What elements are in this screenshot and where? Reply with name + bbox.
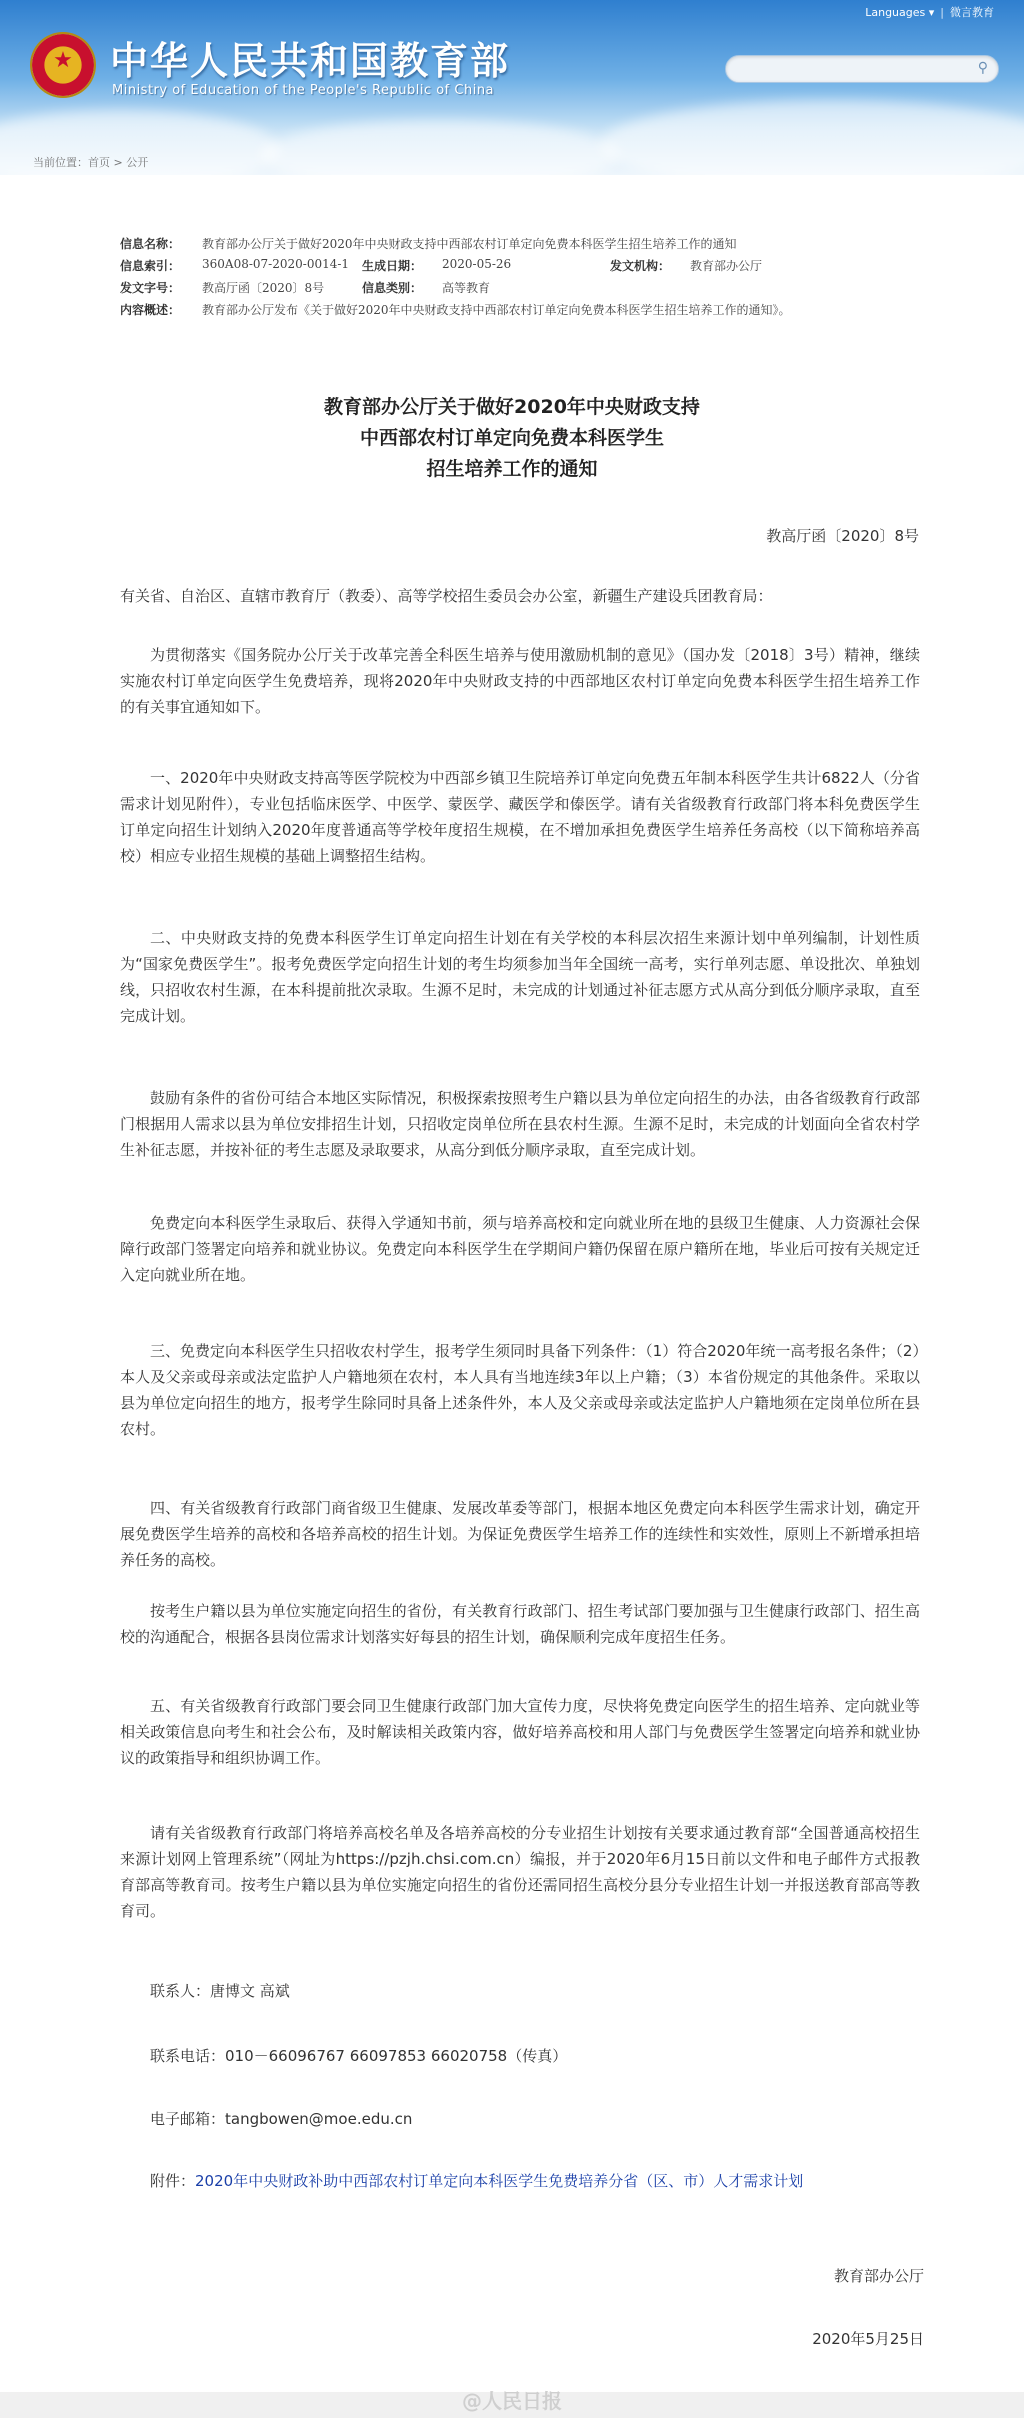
watermark: @人民日报 xyxy=(462,2389,562,2413)
site-header xyxy=(0,0,1024,175)
info-index-value: 360A08-07-2020-0014-1 xyxy=(202,257,350,271)
info-date-value: 2020-05-26 xyxy=(442,257,512,271)
body-paragraph: 四、有关省级教育行政部门商省级卫生健康、发展改革委等部门，根据本地区免费定向本科医学生需求计划，确定开展免费医学生培养的高校和各培养高校的招生计划。为保证免费医学生培养工作的连续性和实效性，原则上不新增承担培养任务的高校。 xyxy=(120,1499,920,1569)
info-agency-value: 教育部办公厅 xyxy=(690,259,763,273)
contact-email: 电子邮箱：tangbowen@moe.edu.cn xyxy=(150,2110,413,2128)
signer: 教育部办公厅 xyxy=(833,2267,924,2285)
body-paragraph: 免费定向本科医学生录取后、获得入学通知书前，须与培养高校和定向就业所在地的县级卫生健康、人力资源社会保障行政部门签署定向培养和就业协议。免费定向本科医学生在学期间户籍仍保留在原户籍所在地，毕业后可按有关规定迁入定向就业所在地。 xyxy=(120,1214,920,1284)
site-title-cn: 中华人民共和国教育部 xyxy=(110,38,511,83)
body-paragraph: 二、中央财政支持的免费本科医学生订单定向招生计划在有关学校的本科层次招生来源计划中单列编制，计划性质为“国家免费医学生”。报考免费医学定向招生计划的考生均须参加当年全国统一高考，实行单列志愿、单设批次、单独划线，只招收农村生源，在本科提前批次录取。生源不足时，未完成的计划通过补征志愿方式从高分到低分顺序录取，直至完成计划。 xyxy=(120,929,920,1025)
languages-link[interactable]: Languages ▾ xyxy=(865,6,935,19)
national-emblem-logo: ★ xyxy=(32,34,94,96)
info-row-index xyxy=(120,257,920,279)
cloud-decoration xyxy=(600,100,1024,175)
info-row-name xyxy=(120,235,920,257)
info-index-label: 信息索引： xyxy=(120,259,181,273)
attachment-label: 附件： xyxy=(150,2172,196,2190)
contact-phone: 联系电话：010－66096767 66097853 66020758（传真） xyxy=(150,2047,568,2065)
attachment-link[interactable]: 2020年中央财政补助中西部农村订单定向本科医学生免费培养分省（区、市）人才需求计划 xyxy=(195,2172,804,2190)
body-paragraph: 为贯彻落实《国务院办公厅关于改革完善全科医生培养与使用激励机制的意见》（国办发〔2018〕3号）精神，继续实施农村订单定向医学生免费培养，现将2020年中央财政支持的中西部地区农村订单定向免费本科医学生招生培养工作的有关事宜通知如下。 xyxy=(120,646,920,716)
breadcrumb-label: 当前位置： xyxy=(33,156,88,169)
search-input[interactable] xyxy=(738,56,972,82)
title-line: 教育部办公厅关于做好2020年中央财政支持 xyxy=(324,396,700,418)
breadcrumb-current[interactable]: 公开 xyxy=(126,156,149,169)
body-paragraph: 鼓励有条件的省份可结合本地区实际情况，积极探索按照考生户籍以县为单位定向招生的办法，由各省级教育行政部门根据用人需求以县为单位安排招生计划，只招收定岗单位所在县农村生源。生源不足时，未完成的计划面向全省农村学生补征志愿，并按补征的考生志愿及录取要求，从高分到低分顺序录取，直至完成计划。 xyxy=(120,1089,920,1159)
body-paragraph: 一、2020年中央财政支持高等医学院校为中西部乡镇卫生院培养订单定向免费五年制本科医学生共计6822人（分省需求计划见附件），专业包括临床医学、中医学、蒙医学、藏医学和傣医学。请有关省级教育行政部门将本科免费医学生订单定向招生计划纳入2020年度普通高等学校年度招生规模，在不增加承担免费医学生培养任务高校（以下简称培养高校）相应专业招生规模的基础上调整招生结构。 xyxy=(120,769,920,865)
document-greeting: 有关省、自治区、直辖市教育厅（教委）、高等学校招生委员会办公室，新疆生产建设兵团教育局： xyxy=(120,587,773,605)
body-paragraph: 按考生户籍以县为单位实施定向招生的省份，有关教育行政部门、招生考试部门要加强与卫生健康行政部门、招生高校的沟通配合，根据各县岗位需求计划落实好每县的招生计划，确保顺利完成年度招生任务。 xyxy=(120,1602,920,1646)
site-title-en: Ministry of Education of the People's Republic of China xyxy=(112,83,495,98)
attachment xyxy=(150,2170,803,2191)
info-row-docno xyxy=(120,279,920,301)
info-category-value: 高等教育 xyxy=(442,281,491,295)
breadcrumb-home[interactable]: 首页 xyxy=(88,156,110,169)
breadcrumb xyxy=(33,154,148,170)
info-summary-label: 内容概述： xyxy=(120,303,181,317)
info-row-summary xyxy=(120,301,920,323)
title-line: 中西部农村订单定向免费本科医学生 xyxy=(359,427,664,449)
document-title xyxy=(0,392,1024,485)
info-metadata xyxy=(120,235,920,323)
info-agency-label: 发文机构： xyxy=(610,259,671,273)
info-name-label: 信息名称： xyxy=(120,237,181,251)
title-line: 招生培养工作的通知 xyxy=(426,458,598,480)
body-paragraph: 五、有关省级教育行政部门要会同卫生健康行政部门加大宣传力度，尽快将免费定向医学生的招生培养、定向就业等相关政策信息向考生和社会公布，及时解读相关政策内容，做好培养高校和用人部门与免费医学生签署定向培养和就业协议的政策指导和组织协调工作。 xyxy=(120,1697,920,1767)
info-date-label: 生成日期： xyxy=(362,259,423,273)
document-number: 教高厅函〔2020〕8号 xyxy=(766,527,919,545)
body-paragraph: 请有关省级教育行政部门将培养高校名单及各培养高校的分专业招生计划按有关要求通过教育部“全国普通高校招生来源计划网上管理系统”（网址为https://pzjh.chsi.com.cn）编报，并于2020年6月15日前以文件和电子邮件方式报教育部高等教育司。按考生户籍以县为单位实施定向招生的省份还需同招生高校分县分专业招生计划一并报送教育部高等教育司。 xyxy=(120,1824,920,1920)
search-icon[interactable]: ⚲ xyxy=(977,60,988,76)
info-docno-value: 教高厅函〔2020〕8号 xyxy=(202,281,325,295)
weibo-link[interactable]: 微言教育 xyxy=(950,6,994,19)
contact-person: 联系人：唐博文 高斌 xyxy=(150,1982,290,2000)
sign-date: 2020年5月25日 xyxy=(812,2330,924,2348)
breadcrumb-separator: > xyxy=(110,156,127,169)
info-summary-value: 教育部办公厅发布《关于做好2020年中央财政支持中西部农村订单定向免费本科医学生招生培养工作的通知》。 xyxy=(202,303,791,317)
top-links: Languages ▾ | 微言教育 xyxy=(865,6,994,19)
info-docno-label: 发文字号： xyxy=(120,281,181,295)
info-category-label: 信息类别： xyxy=(362,281,423,295)
body-paragraph: 三、免费定向本科医学生只招收农村学生，报考学生须同时具备下列条件：（1）符合2020年统一高考报名条件；（2）本人及父亲或母亲或法定监护人户籍地须在农村，本人具有当地连续3年以上户籍；（3）本省份规定的其他条件。采取以县为单位定向招生的地方，报考学生除同时具备上述条件外，本人及父亲或母亲或法定监护人户籍地须在定岗单位所在县农村。 xyxy=(120,1342,920,1438)
info-name-value: 教育部办公厅关于做好2020年中央财政支持中西部农村订单定向免费本科医学生招生培养工作的通知 xyxy=(202,237,737,251)
search-box xyxy=(725,55,999,83)
cloud-decoration xyxy=(260,120,620,175)
